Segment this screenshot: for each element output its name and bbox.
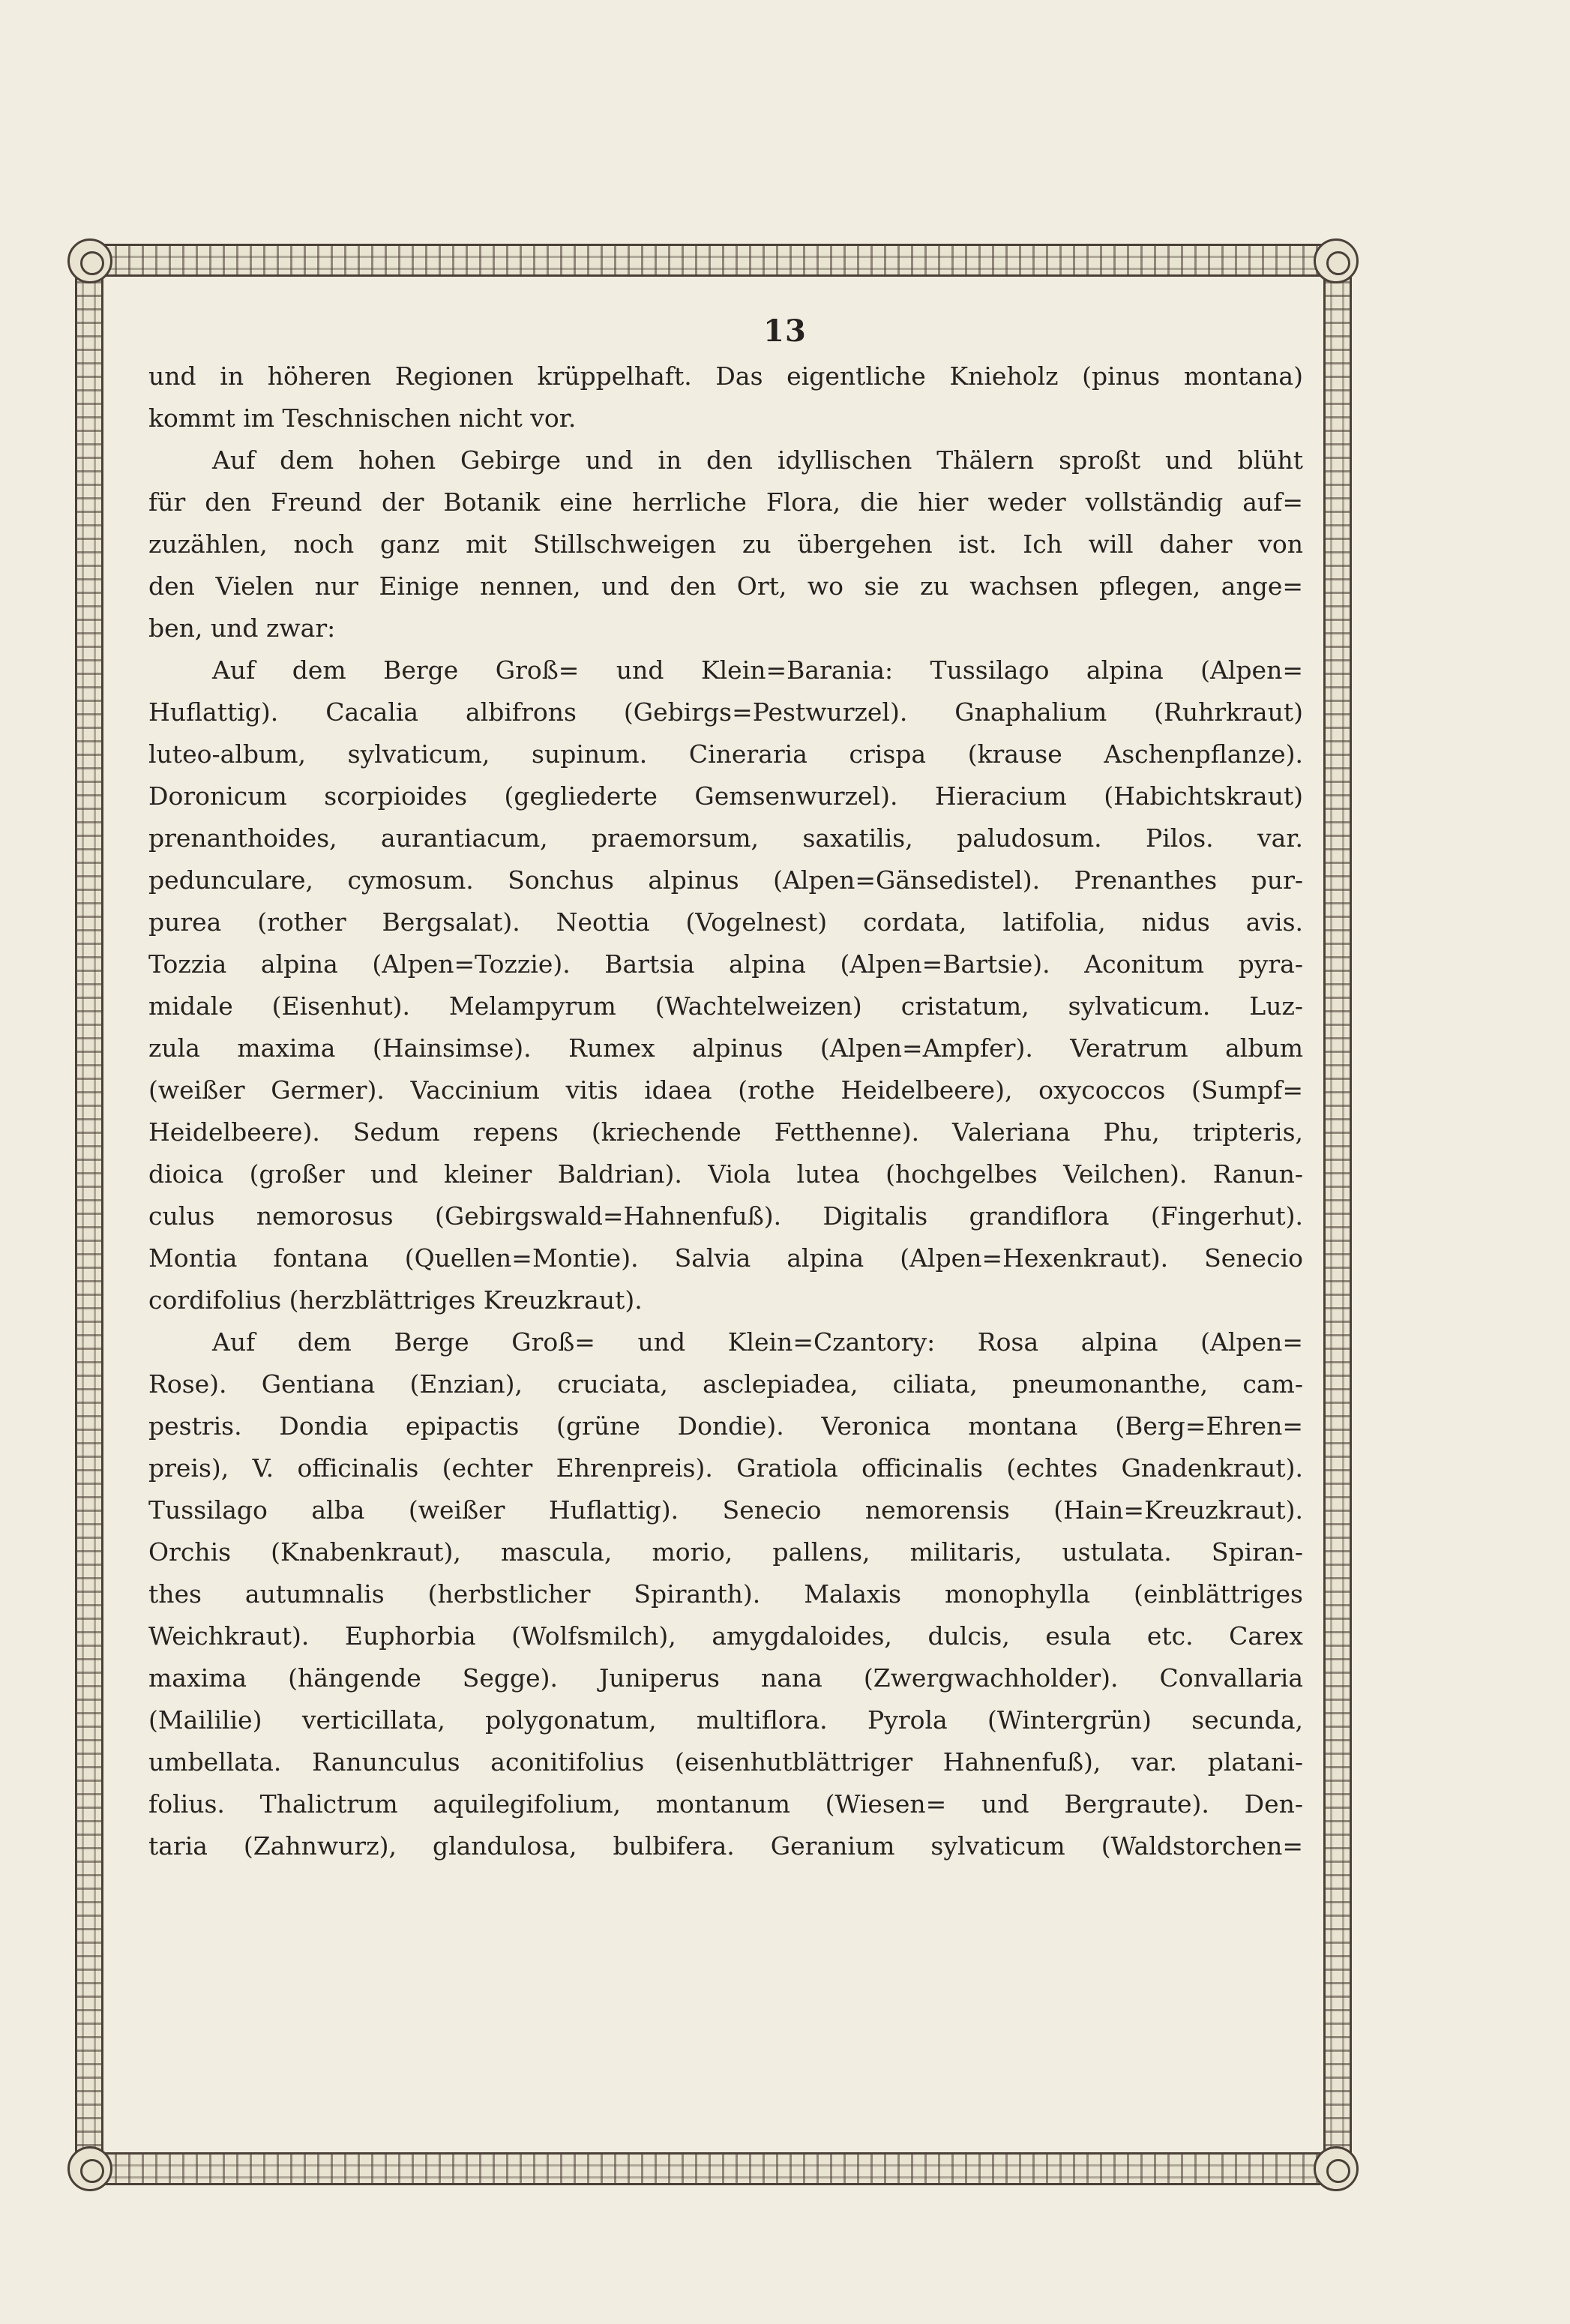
text-line: pedunculare, cymosum. Sonchus alpinus (Alpen=Gänsedistel). Prenanthes pur- xyxy=(148,865,1303,895)
text-line: luteo-album, sylvaticum, supinum. Cineraria crispa (krause Aschenpflanze). xyxy=(148,739,1303,769)
ornamental-border-left xyxy=(75,266,103,2167)
text-line: midale (Eisenhut). Melampyrum (Wachtelweizen) cristatum, sylvaticum. Luz- xyxy=(148,991,1303,1021)
text-line: und in höheren Regionen krüppelhaft. Das eigentliche Knieholz (pinus montana) xyxy=(148,361,1303,391)
text-line: cordifolius (herzblättriges Kreuzkraut). xyxy=(148,1285,643,1315)
text-line: pestris. Dondia epipactis (grüne Dondie). Veronica montana (Berg=Ehren= xyxy=(148,1411,1303,1441)
text-line: culus nemorosus (Gebirgswald=Hahnenfuß). Digitalis grandiflora (Fingerhut). xyxy=(148,1201,1303,1231)
text-line: für den Freund der Botanik eine herrliche Flora, die hier weder vollständig auf= xyxy=(148,487,1303,517)
page-number: 13 xyxy=(763,313,807,349)
corner-ornament-top-left xyxy=(67,238,112,283)
ornamental-border-right xyxy=(1323,266,1352,2167)
corner-ornament-bottom-right xyxy=(1314,2146,1359,2191)
text-line: zuzählen, noch ganz mit Stillschweigen zu übergehen ist. Ich will daher von xyxy=(148,529,1303,559)
text-line: Weichkraut). Euphorbia (Wolfsmilch), amygdaloides, dulcis, esula etc. Carex xyxy=(148,1621,1303,1651)
corner-ornament-top-right xyxy=(1314,238,1359,283)
ornamental-border-top xyxy=(94,244,1338,277)
text-line: Heidelbeere). Sedum repens (kriechende Fetthenne). Valeriana Phu, tripteris, xyxy=(148,1117,1303,1147)
text-line: thes autumnalis (herbstlicher Spiranth). Malaxis monophylla (einblättriges xyxy=(148,1579,1303,1609)
text-line: Rose). Gentiana (Enzian), cruciata, asclepiadea, ciliata, pneumonanthe, cam- xyxy=(148,1369,1303,1399)
text-line: zula maxima (Hainsimse). Rumex alpinus (Alpen=Ampfer). Veratrum album xyxy=(148,1033,1303,1063)
text-line: Auf dem Berge Groß= und Klein=Czantory: Rosa alpina (Alpen= xyxy=(212,1327,1303,1357)
ornamental-border-bottom xyxy=(94,2152,1338,2185)
text-line: Tozzia alpina (Alpen=Tozzie). Bartsia alpina (Alpen=Bartsie). Aconitum pyra- xyxy=(148,949,1303,979)
text-line: Orchis (Knabenkraut), mascula, morio, pallens, militaris, ustulata. Spiran- xyxy=(148,1537,1303,1567)
text-line: ben, und zwar: xyxy=(148,613,336,643)
text-line: (Maililie) verticillata, polygonatum, multiflora. Pyrola (Wintergrün) secunda, xyxy=(148,1705,1303,1735)
text-line: taria (Zahnwurz), glandulosa, bulbifera. Geranium sylvaticum (Waldstorchen= xyxy=(148,1831,1303,1861)
text-line: kommt im Teschnischen nicht vor. xyxy=(148,403,577,433)
body-text xyxy=(148,360,1303,1872)
text-line: purea (rother Bergsalat). Neottia (Vogelnest) cordata, latifolia, nidus avis. xyxy=(148,907,1303,937)
text-line: den Vielen nur Einige nennen, und den Ort, wo sie zu wachsen pflegen, ange= xyxy=(148,571,1303,601)
text-line: Huflattig). Cacalia albifrons (Gebirgs=Pestwurzel). Gnaphalium (Ruhrkraut) xyxy=(148,697,1303,727)
text-line: dioica (großer und kleiner Baldrian). Viola lutea (hochgelbes Veilchen). Ranun- xyxy=(148,1159,1303,1189)
text-line: folius. Thalictrum aquilegifolium, montanum (Wiesen= und Bergraute). Den- xyxy=(148,1789,1303,1819)
text-line: Doronicum scorpioides (gegliederte Gemsenwurzel). Hieracium (Habichtskraut) xyxy=(148,781,1303,811)
text-line: Auf dem hohen Gebirge und in den idyllischen Thälern sproßt und blüht xyxy=(212,445,1303,475)
text-line: Montia fontana (Quellen=Montie). Salvia alpina (Alpen=Hexenkraut). Senecio xyxy=(148,1243,1303,1273)
text-line: Tussilago alba (weißer Huflattig). Senecio nemorensis (Hain=Kreuzkraut). xyxy=(148,1495,1303,1525)
text-line: preis), V. officinalis (echter Ehrenpreis). Gratiola officinalis (echtes Gnadenkraut). xyxy=(148,1453,1303,1483)
text-line: Auf dem Berge Groß= und Klein=Barania: Tussilago alpina (Alpen= xyxy=(212,655,1303,685)
text-line: umbellata. Ranunculus aconitifolius (eisenhutblättriger Hahnenfuß), var. platani- xyxy=(148,1747,1303,1777)
text-line: maxima (hängende Segge). Juniperus nana (Zwergwachholder). Convallaria xyxy=(148,1663,1303,1693)
corner-ornament-bottom-left xyxy=(67,2146,112,2191)
text-line: (weißer Germer). Vaccinium vitis idaea (rothe Heidelbeere), oxycoccos (Sumpf= xyxy=(148,1075,1303,1105)
text-line: prenanthoides, aurantiacum, praemorsum, saxatilis, paludosum. Pilos. var. xyxy=(148,823,1303,853)
